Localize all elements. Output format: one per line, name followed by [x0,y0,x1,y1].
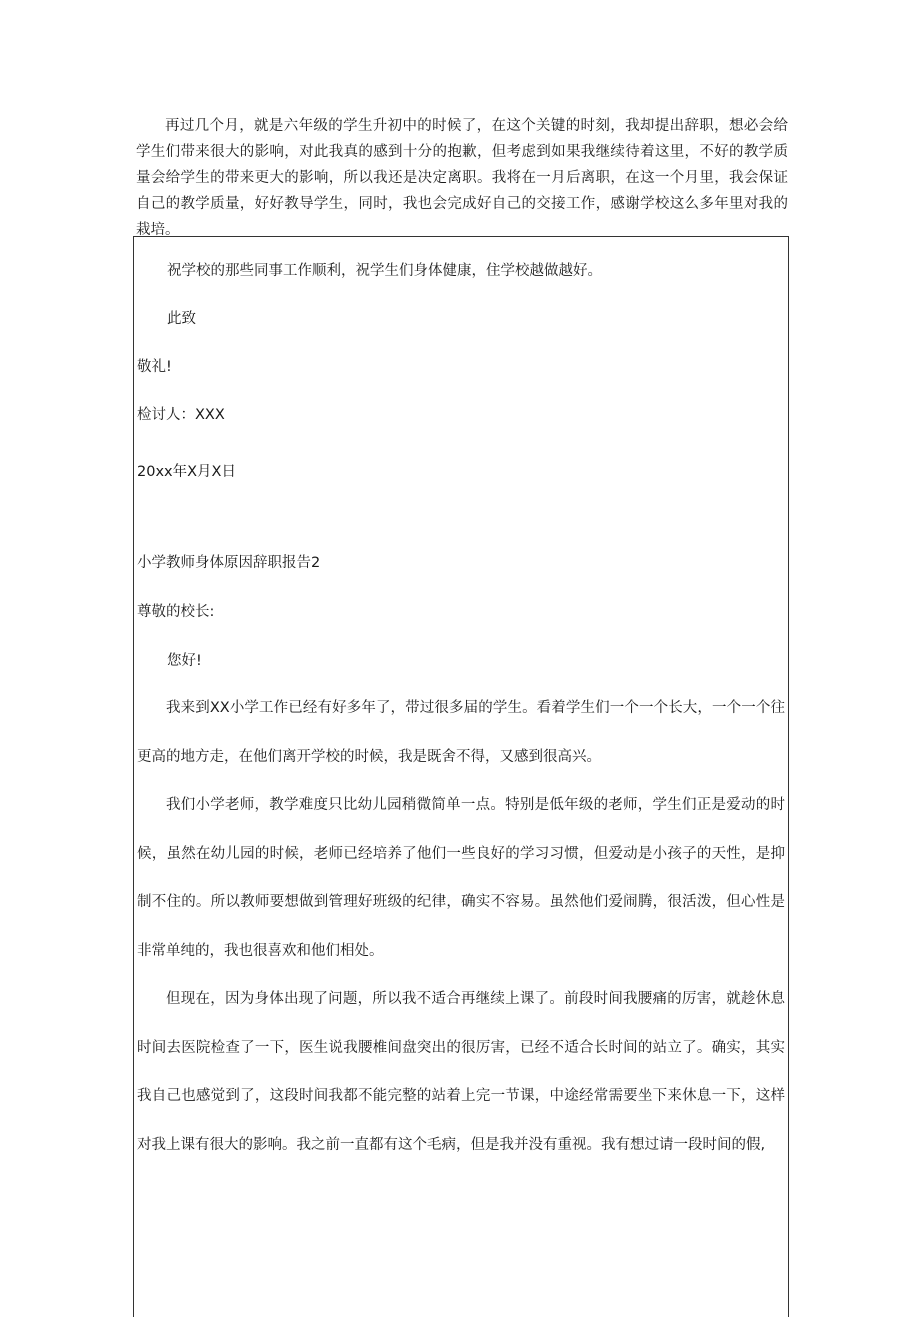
letter2-greeting: 您好! [167,653,202,669]
letter2-paragraph-2: 我们小学老师，教学难度只比幼儿园稍微简单一点。特别是低年级的老师，学生们正是爱动的时候，虽然在幼儿园的时候，老师已经培养了他们一些良好的学习习惯，但爱动是小孩子的天性，是抑制不住的。所以教师要想做到管理好班级的纪律，确实不容易。虽然他们爱闹腾，很活泼，但心性是非常单纯的，我也很喜欢和他们相处。 [137,797,785,959]
closing-salutation: 此致 [167,311,196,327]
closing-regards: 敬礼! [137,359,172,375]
intro-paragraph-block [136,113,788,243]
letter2-title: 小学教师身体原因辞职报告2 [137,555,321,571]
intro-paragraph: 再过几个月，就是六年级的学生升初中的时候了，在这个关键的时刻，我却提出辞职，想必会给学生们带来很大的影响，对此我真的感到十分的抱歉，但考虑到如果我继续待着这里，不好的教学质量会给学生的带来更大的影响，所以我还是决定离职。我将在一月后离职，在这一个月里，我会保证自己的教学质量，好好教导学生，同时，我也会完成好自己的交接工作，感谢学校这么多年里对我的栽培。 [136,118,788,238]
letter2-paragraph-1: 我来到XX小学工作已经有好多年了，带过很多届的学生。看着学生们一个一个长大，一个一个往更高的地方走，在他们离开学校的时候，我是既舍不得，又感到很高兴。 [137,700,785,765]
signer-line: 检讨人：XXX [137,407,225,423]
letter2-addressee: 尊敬的校长: [137,604,215,620]
letter2-paragraph-3: 但现在，因为身体出现了问题，所以我不适合再继续上课了。前段时间我腰痛的厉害，就趁休息时间去医院检查了一下，医生说我腰椎间盘突出的很厉害，已经不适合长时间的站立了。确实，其实我自己也感觉到了，这段时间我都不能完整的站着上完一节课，中途经常需要坐下来休息一下，这样对我上课有很大的影响。我之前一直都有这个毛病，但是我并没有重视。我有想过请一段时间的假, [137,991,785,1153]
date-line: 20xx年X月X日 [137,464,236,480]
closing-wishes: 祝学校的那些同事工作顺利，祝学生们身体健康，住学校越做越好。 [167,263,602,279]
